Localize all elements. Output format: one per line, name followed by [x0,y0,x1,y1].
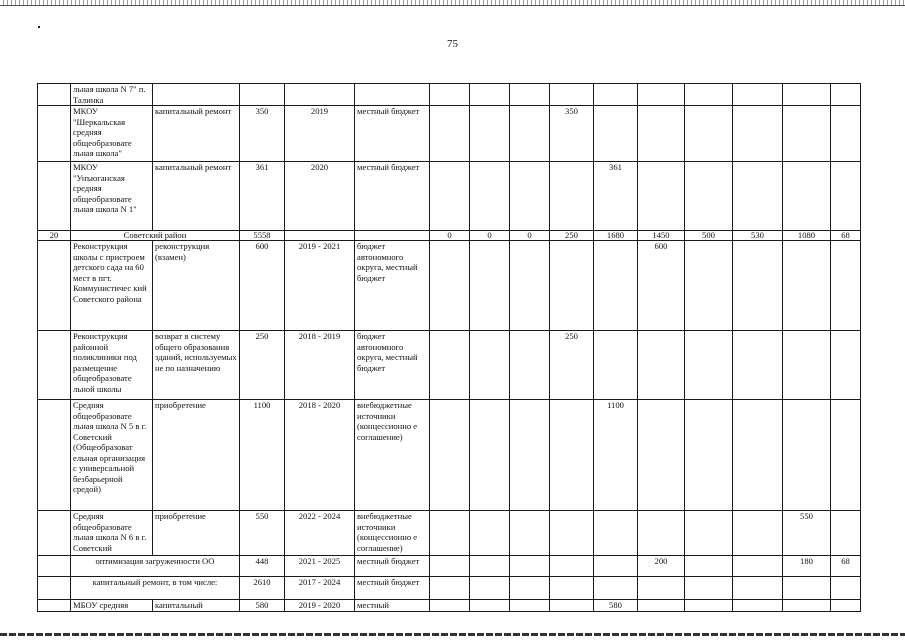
object-name-cell: МКОУ "Шеркальская средняя общеобразовате льная школа" [71,106,153,162]
work-type-cell: капитальный [153,600,240,612]
year-value-cell: 68 [831,231,861,241]
schools-table [37,83,861,612]
object-name-cell: Средняя общеобразовате льная школа N 6 в г. Советский [71,511,153,556]
row-label-cell: оптимизация загруженности ОО [71,556,240,577]
table-row [38,162,861,231]
funding-source-cell: внебюджетные источники (концессионно е соглашение) [355,400,430,511]
subtotal-row [38,577,861,600]
year-value-cell [470,241,510,331]
year-value-cell [685,162,733,231]
year-value-cell [685,556,733,577]
capacity-cell: 600 [240,241,285,331]
capacity-cell: 2610 [240,577,285,600]
year-value-cell [783,106,831,162]
work-type-cell: капитальный ремонт [153,162,240,231]
year-value-cell [510,241,550,331]
period-cell: 2019 [285,106,355,162]
page-number: 75 [447,38,458,50]
table-row [38,331,861,400]
funding-source-cell: местный бюджет [355,106,430,162]
capacity-cell: 580 [240,600,285,612]
year-value-cell [550,511,594,556]
year-value-cell [550,84,594,106]
year-value-cell [783,331,831,400]
year-value-cell [594,556,638,577]
year-value-cell [685,84,733,106]
table-row [38,84,861,106]
year-value-cell [594,106,638,162]
year-value-cell [733,511,783,556]
year-value-cell [733,162,783,231]
year-value-cell [470,600,510,612]
year-value-cell [783,84,831,106]
year-value-cell [550,556,594,577]
year-value-cell [638,84,685,106]
year-value-cell [733,556,783,577]
work-type-cell [153,84,240,106]
year-value-cell [638,577,685,600]
period-cell: 2019 - 2021 [285,241,355,331]
year-value-cell [470,511,510,556]
row-number-cell: 20 [38,231,71,241]
table-row [38,511,861,556]
year-value-cell [550,162,594,231]
year-value-cell: 68 [831,556,861,577]
object-name-cell: МБОУ средняя [71,600,153,612]
year-value-cell [510,400,550,511]
period-cell [285,231,355,241]
year-value-cell: 1100 [594,400,638,511]
year-value-cell [430,577,470,600]
year-value-cell [430,600,470,612]
period-cell: 2017 - 2024 [285,577,355,600]
funding-source-cell: местный [355,600,430,612]
year-value-cell: 580 [594,600,638,612]
row-number-cell [38,106,71,162]
year-value-cell [783,400,831,511]
year-value-cell [638,511,685,556]
year-value-cell [733,600,783,612]
year-value-cell [783,241,831,331]
year-value-cell: 180 [783,556,831,577]
funding-source-cell: местный бюджет [355,556,430,577]
capacity-cell [240,84,285,106]
capacity-cell: 350 [240,106,285,162]
year-value-cell [470,331,510,400]
funding-source-cell: бюджет автономного округа, местный бюджет [355,241,430,331]
year-value-cell [638,331,685,400]
year-value-cell [510,162,550,231]
funding-source-cell: внебюджетные источники (концессионно е соглашение) [355,511,430,556]
year-value-cell [510,106,550,162]
funding-source-cell: бюджет автономного округа, местный бюджет [355,331,430,400]
year-value-cell: 250 [550,331,594,400]
year-value-cell [685,331,733,400]
year-value-cell [831,84,861,106]
year-value-cell [594,511,638,556]
capacity-cell: 250 [240,331,285,400]
object-name-cell: Реконструкция районной поликлиники под размещение общеобразовате льной школы [71,331,153,400]
year-value-cell: 550 [783,511,831,556]
year-value-cell: 530 [733,231,783,241]
year-value-cell [638,162,685,231]
capacity-cell: 5558 [240,231,285,241]
year-value-cell [430,400,470,511]
year-value-cell: 361 [594,162,638,231]
funding-source-cell [355,231,430,241]
year-value-cell [733,331,783,400]
capacity-cell: 1100 [240,400,285,511]
table-row [38,241,861,331]
year-value-cell [685,577,733,600]
scan-top-edge [0,0,905,6]
year-value-cell [430,511,470,556]
year-value-cell [594,577,638,600]
year-value-cell: 350 [550,106,594,162]
year-value-cell [510,511,550,556]
year-value-cell [733,577,783,600]
row-number-cell [38,556,71,577]
year-value-cell: 500 [685,231,733,241]
year-value-cell [550,577,594,600]
year-value-cell [470,577,510,600]
row-number-cell [38,577,71,600]
row-number-cell [38,511,71,556]
year-value-cell [550,400,594,511]
funding-source-cell: местный бюджет [355,162,430,231]
row-number-cell [38,241,71,331]
year-value-cell [430,106,470,162]
year-value-cell [550,241,594,331]
year-value-cell [430,331,470,400]
year-value-cell [430,162,470,231]
year-value-cell [510,331,550,400]
year-value-cell [685,241,733,331]
object-name-cell: МКОУ "Унъюганская средняя общеобразовате льная школа N 1" [71,162,153,231]
year-value-cell: 1680 [594,231,638,241]
capacity-cell: 550 [240,511,285,556]
year-value-cell [685,600,733,612]
year-value-cell [430,84,470,106]
year-value-cell [510,84,550,106]
capacity-cell: 361 [240,162,285,231]
table-row [38,400,861,511]
year-value-cell [685,106,733,162]
year-value-cell [733,400,783,511]
year-value-cell [831,106,861,162]
year-value-cell: 250 [550,231,594,241]
row-number-cell [38,162,71,231]
year-value-cell [510,577,550,600]
year-value-cell [831,241,861,331]
row-label-cell: капитальный ремонт, в том числе: [71,577,240,600]
row-label-cell: Советский район [71,231,240,241]
funding-source-cell: местный бюджет [355,577,430,600]
year-value-cell [594,84,638,106]
year-value-cell [470,84,510,106]
year-value-cell: 0 [510,231,550,241]
table-row [38,600,861,612]
year-value-cell [831,331,861,400]
period-cell: 2020 [285,162,355,231]
period-cell: 2022 - 2024 [285,511,355,556]
row-number-cell [38,400,71,511]
year-value-cell [783,600,831,612]
row-number-cell [38,331,71,400]
year-value-cell [510,556,550,577]
year-value-cell [733,84,783,106]
year-value-cell [685,511,733,556]
scan-bottom-edge [0,633,905,636]
year-value-cell [831,600,861,612]
year-value-cell [831,162,861,231]
object-name-cell: Реконструкция школы с пристроем детского сада на 60 мест в пгт. Коммунистичес кий Советского района [71,241,153,331]
subtotal-row [38,556,861,577]
year-value-cell [831,511,861,556]
year-value-cell [831,400,861,511]
year-value-cell [594,241,638,331]
year-value-cell [638,400,685,511]
work-type-cell: реконструкция (взамен) [153,241,240,331]
year-value-cell: 0 [430,231,470,241]
year-value-cell [470,556,510,577]
row-number-cell [38,84,71,106]
year-value-cell [470,162,510,231]
year-value-cell [510,600,550,612]
object-name-cell: льная школа N 7" п. Талинка [71,84,153,106]
year-value-cell: 0 [470,231,510,241]
district-total-row [38,231,861,241]
year-value-cell [594,331,638,400]
year-value-cell [733,106,783,162]
year-value-cell: 1450 [638,231,685,241]
period-cell: 2019 - 2020 [285,600,355,612]
year-value-cell: 600 [638,241,685,331]
year-value-cell [783,162,831,231]
period-cell: 2018 - 2019 [285,331,355,400]
year-value-cell [430,556,470,577]
work-type-cell: приобретение [153,400,240,511]
year-value-cell [831,577,861,600]
period-cell: 2018 - 2020 [285,400,355,511]
scan-speck [38,26,40,28]
object-name-cell: Средняя общеобразовате льная школа N 5 в г. Советский (Общеобразоват ельная организация с универсальной безбарьерной средой) [71,400,153,511]
table-row [38,106,861,162]
year-value-cell [733,241,783,331]
period-cell [285,84,355,106]
capacity-cell: 448 [240,556,285,577]
year-value-cell: 200 [638,556,685,577]
period-cell: 2021 - 2025 [285,556,355,577]
year-value-cell [470,106,510,162]
year-value-cell [550,600,594,612]
year-value-cell [638,106,685,162]
year-value-cell [685,400,733,511]
work-type-cell: приобретение [153,511,240,556]
year-value-cell: 1080 [783,231,831,241]
year-value-cell [430,241,470,331]
work-type-cell: капитальный ремонт [153,106,240,162]
year-value-cell [783,577,831,600]
year-value-cell [470,400,510,511]
funding-source-cell [355,84,430,106]
work-type-cell: возврат в систему общего образования зданий, используемых не по назначению [153,331,240,400]
year-value-cell [638,600,685,612]
row-number-cell [38,600,71,612]
